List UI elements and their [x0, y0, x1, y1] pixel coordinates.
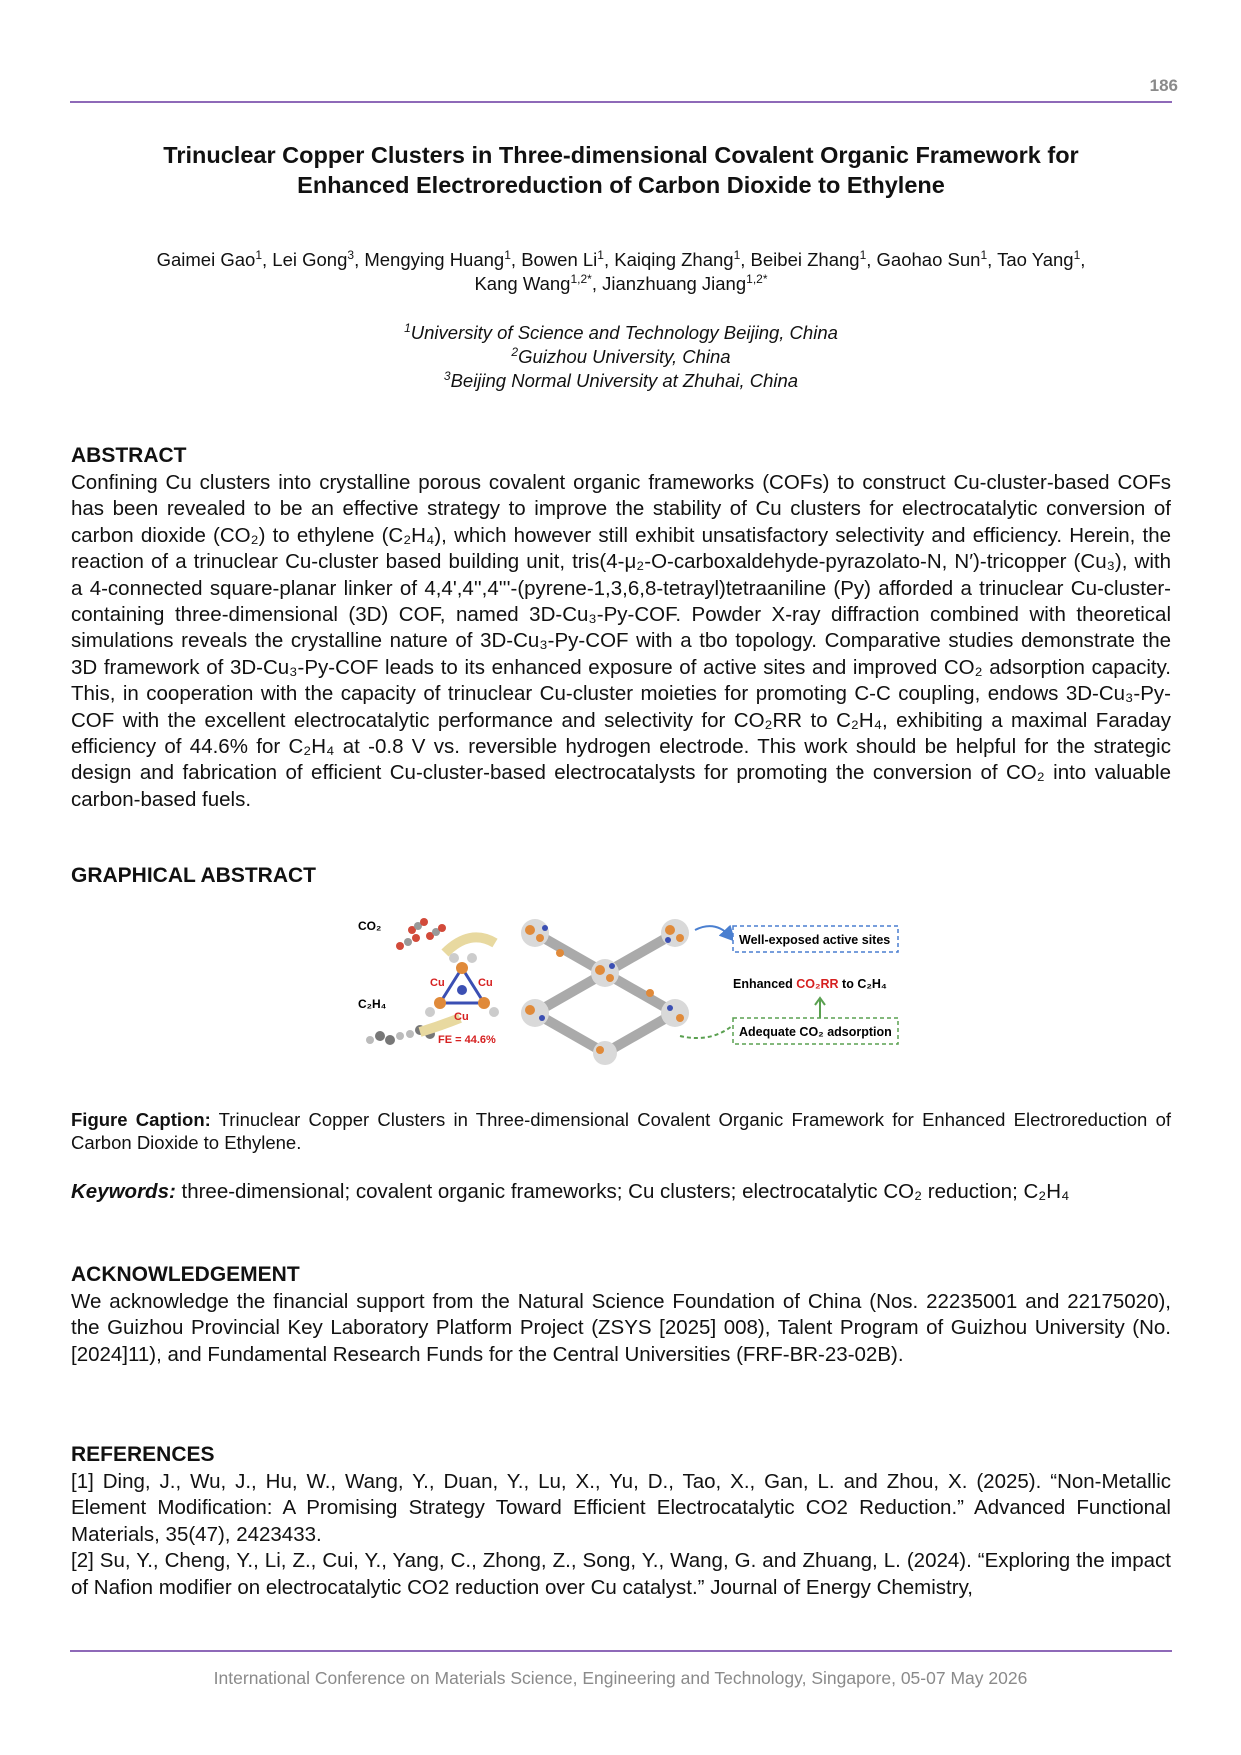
reference-item: [1] Ding, J., Wu, J., Hu, W., Wang, Y., Duan, Y., Lu, X., Yu, D., Tao, X., Gan, L. and Zhou, X. (2025). “Non-Metallic Element Modification: A Promising Strategy Toward Efficient Electrocatalytic CO2 Reduction.” Advanced Functional Materials, 35(47), 2423433. — [71, 1470, 1171, 1546]
author: Beibei Zhang$^1$ — [750, 247, 867, 270]
keywords — [71, 1179, 1171, 1205]
affiliation: $^1$University of Science and Technology Beijing, China — [404, 320, 838, 343]
author: Kaiqing Zhang$^1$ — [614, 247, 741, 270]
page-number: 186 — [1149, 76, 1178, 95]
footer-rule — [70, 1650, 1172, 1652]
keywords-text: three-dimensional; covalent organic frameworks; Cu clusters; electrocatalytic CO₂ reduction; C₂H₄ — [175, 1180, 1070, 1203]
affiliations — [80, 321, 1162, 393]
title-line-1: Trinuclear Copper Clusters in Three-dimensional Covalent Organic Framework for — [163, 142, 1079, 168]
author: Jianzhuang Jiang$^{1,2*}$ — [602, 271, 768, 294]
references-list — [71, 1469, 1171, 1601]
cof-framework-icon — [521, 919, 689, 1065]
affiliation: $^3$Beijing Normal University at Zhuhai, China — [443, 368, 799, 391]
acknowledgement-heading: ACKNOWLEDGEMENT — [71, 1263, 300, 1286]
author: Tao Yang$^1$ — [997, 247, 1081, 270]
reference-item: [2] Su, Y., Cheng, Y., Li, Z., Cui, Y., Yang, C., Zhong, Z., Song, Y., Wang, G. and Zhuang, L. (2024). “Exploring the impact of Nafion modifier on electrocatalytic CO2 reduction over Cu catalyst.” Journal of Energy Chemistry, — [71, 1549, 1171, 1599]
enhanced-co2rr-text: Enhanced CO₂RR to C₂H₄ — [733, 977, 887, 991]
co2-molecules-icon — [396, 918, 446, 950]
graphical-abstract-figure — [350, 908, 900, 1068]
cu-label-3: Cu — [454, 1011, 469, 1023]
fe-label: FE = 44.6% — [438, 1034, 496, 1046]
author: Gaimei Gao$^1$ — [156, 247, 262, 270]
author: Mengying Huang$^1$ — [364, 247, 511, 270]
paper-title — [80, 140, 1162, 200]
cu-label-1: Cu — [430, 977, 445, 989]
cu-label-2: Cu — [478, 977, 493, 989]
header-rule — [70, 101, 1172, 103]
author: Kang Wang$^{1,2*}$ — [474, 271, 592, 294]
acknowledgement-text: We acknowledge the financial support from the Natural Science Foundation of China (Nos. 22235001 and 22175020), the Guizhou Provincial Key Laboratory Platform Project (ZSYS [2025] 008), Talent Program of Guizhou University (No.[2024]11), and Fundamental Research Funds for the Central Universities (FRF-BR-23-02B). — [71, 1290, 1171, 1366]
title-line-2: Enhanced Electroreduction of Carbon Dioxide to Ethylene — [297, 172, 945, 198]
author-list: Gaimei Gao$^1$, Lei Gong$^3$, Mengying Huang$^1$, Bowen Li$^1$, Kaiqing Zhang$^1$, Beibei Zhang$^1$, Gaohao Sun$^1$, Tao Yang$^1$, Kang Wang$^{1,2*}$, Jianzhuang Jiang$^{1,2*}$ — [156, 247, 1086, 294]
graphical-abstract-heading: GRAPHICAL ABSTRACT — [71, 864, 316, 887]
conference-footer: International Conference on Materials Science, Engineering and Technology, Singapore, 05-07 May 2026 — [213, 1668, 1028, 1688]
exposure-arrow — [695, 926, 730, 936]
adsorption-arrow — [680, 1026, 732, 1038]
author: Gaohao Sun$^1$ — [876, 247, 988, 270]
active-sites-text: Well-exposed active sites — [739, 933, 891, 947]
caption-label: Figure Caption: — [71, 1109, 211, 1130]
keywords-label: Keywords: — [71, 1180, 176, 1203]
co2-label: CO₂ — [358, 919, 382, 933]
figure-caption — [71, 1108, 1171, 1154]
author: Lei Gong$^3$ — [272, 247, 355, 270]
c2h4-label: C₂H₄ — [358, 997, 387, 1011]
abstract-text: Confining Cu clusters into crystalline porous covalent organic frameworks (COFs) to construct Cu-cluster-based COFs has been revealed to be an effective strategy to improve the stability of Cu clusters for electrocatalytic conversion of carbon dioxide (CO₂) to ethylene (C₂H₄), which however still exhibit unsatisfactory selectivity and efficiency. Herein, the reaction of a trinuclear Cu-cluster based building unit, tris(4-μ₂-O-carboxaldehyde-pyrazolato-N, N′)-tricopper (Cu₃), with a 4-connected square-planar linker of 4,4',4'',4'''-(pyrene-1,3,6,8-tetrayl)tetraaniline (Py) afforded a trinuclear Cu-cluster-containing three-dimensional (3D) COF, named 3D-Cu₃-Py-COF. Powder X-ray diffraction combined with theoretical simulations reveals the crystalline nature of 3D-Cu₃-Py-COF with a tbo topology. Comparative studies demonstrate the 3D framework of 3D-Cu₃-Py-COF leads to its enhanced exposure of active sites and improved CO₂ adsorption capacity. This, in cooperation with the capacity of trinuclear Cu-cluster moieties for promoting C-C coupling, endows 3D-Cu₃-Py-COF with the excellent electrocatalytic performance and selectivity for CO₂RR to C₂H₄, exhibiting a maximal Faraday efficiency of 44.6% for C₂H₄ at -0.8 V vs. reversible hydrogen electrode. This work should be helpful for the strategic design and fabrication of efficient Cu-cluster-based electrocatalysts for promoting the conversion of CO₂ into valuable carbon-based fuels. — [71, 471, 1171, 811]
references-heading: REFERENCES — [71, 1443, 215, 1466]
affiliation: $^2$Guizhou University, China — [511, 344, 731, 367]
adsorption-text: Adequate CO₂ adsorption — [739, 1025, 892, 1039]
abstract-heading: ABSTRACT — [71, 444, 187, 467]
caption-text: Trinuclear Copper Clusters in Three-dimensional Covalent Organic Framework for Enhanced Electroreduction of Carbon Dioxide to Ethylene. — [71, 1109, 1171, 1153]
author: Bowen Li$^1$ — [521, 247, 604, 270]
input-arrow — [445, 937, 495, 953]
